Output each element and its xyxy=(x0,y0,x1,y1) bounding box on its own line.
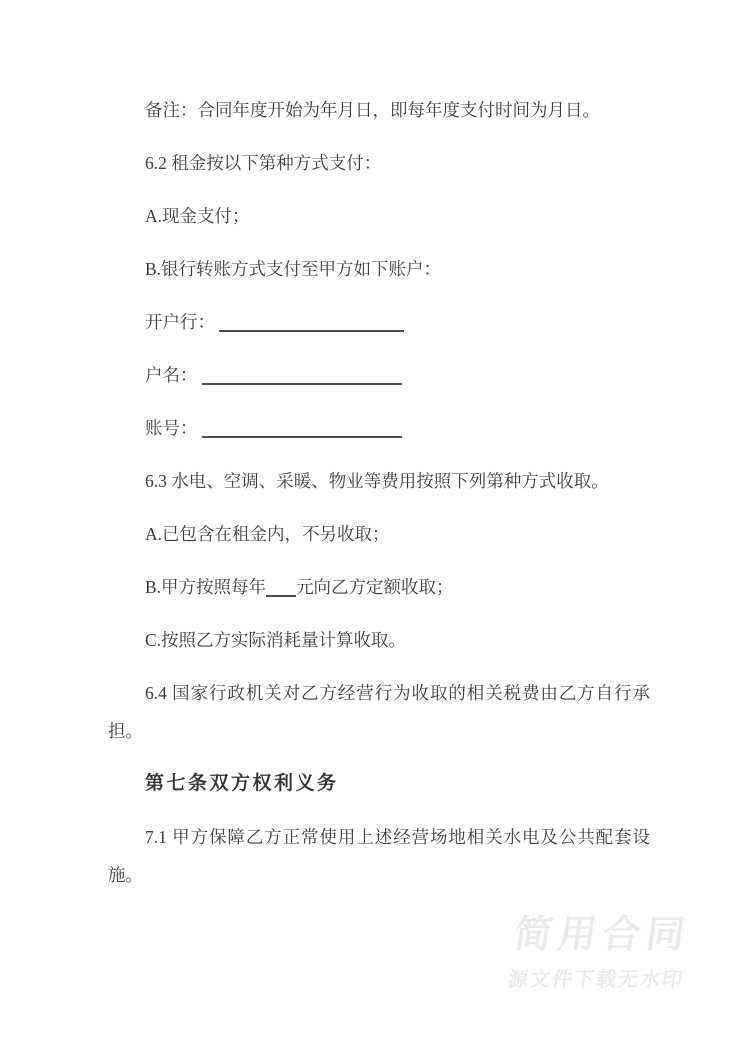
account-name-blank-line xyxy=(202,363,402,385)
fixed-amount-pre-text: B.甲方按照每年 xyxy=(145,577,267,597)
clause-6-2: 6.2 租金按以下第种方式支付： xyxy=(145,153,382,173)
option-b-bank-transfer: B.银行转账方式支付至甲方如下账户： xyxy=(145,259,442,279)
option-b-fixed-amount xyxy=(108,568,650,606)
account-number-label: 账号： xyxy=(145,418,198,438)
watermark-subtitle: 源文件下载无水印 xyxy=(506,969,686,991)
bank-branch-blank-line xyxy=(219,310,404,332)
amount-blank-line xyxy=(266,575,296,597)
fixed-amount-post-text: 元向乙方定额收取； xyxy=(296,577,454,597)
contract-body xyxy=(108,91,650,909)
clause-6-4: 6.4 国家行政机关对乙方经营行为收取的相关税费由乙方自行承担。 xyxy=(108,683,650,741)
clause-7-1: 7.1 甲方保障乙方正常使用上述经营场地相关水电及公共配套设施。 xyxy=(108,827,650,885)
watermark-title: 简用合同 xyxy=(511,914,694,956)
bank-branch-label: 开户行： xyxy=(145,312,215,332)
watermark xyxy=(507,914,694,991)
account-number-field xyxy=(108,409,650,447)
account-name-label: 户名： xyxy=(145,365,198,385)
option-a-included: A.已包含在租金内，不另收取； xyxy=(145,524,390,544)
option-c-actual-consumption: C.按照乙方实际消耗量计算收取。 xyxy=(145,630,407,650)
option-a-cash: A.现金支付； xyxy=(145,206,250,226)
remark-paragraph: 备注：合同年度开始为年月日，即每年度支付时间为月日。 xyxy=(145,100,600,120)
bank-branch-field xyxy=(108,303,650,341)
account-number-blank-line xyxy=(202,416,402,438)
account-name-field xyxy=(108,356,650,394)
chapter-7-heading: 第七条双方权利义务 xyxy=(145,773,339,794)
clause-6-3: 6.3 水电、空调、采暖、物业等费用按照下列第种方式收取。 xyxy=(145,471,609,491)
